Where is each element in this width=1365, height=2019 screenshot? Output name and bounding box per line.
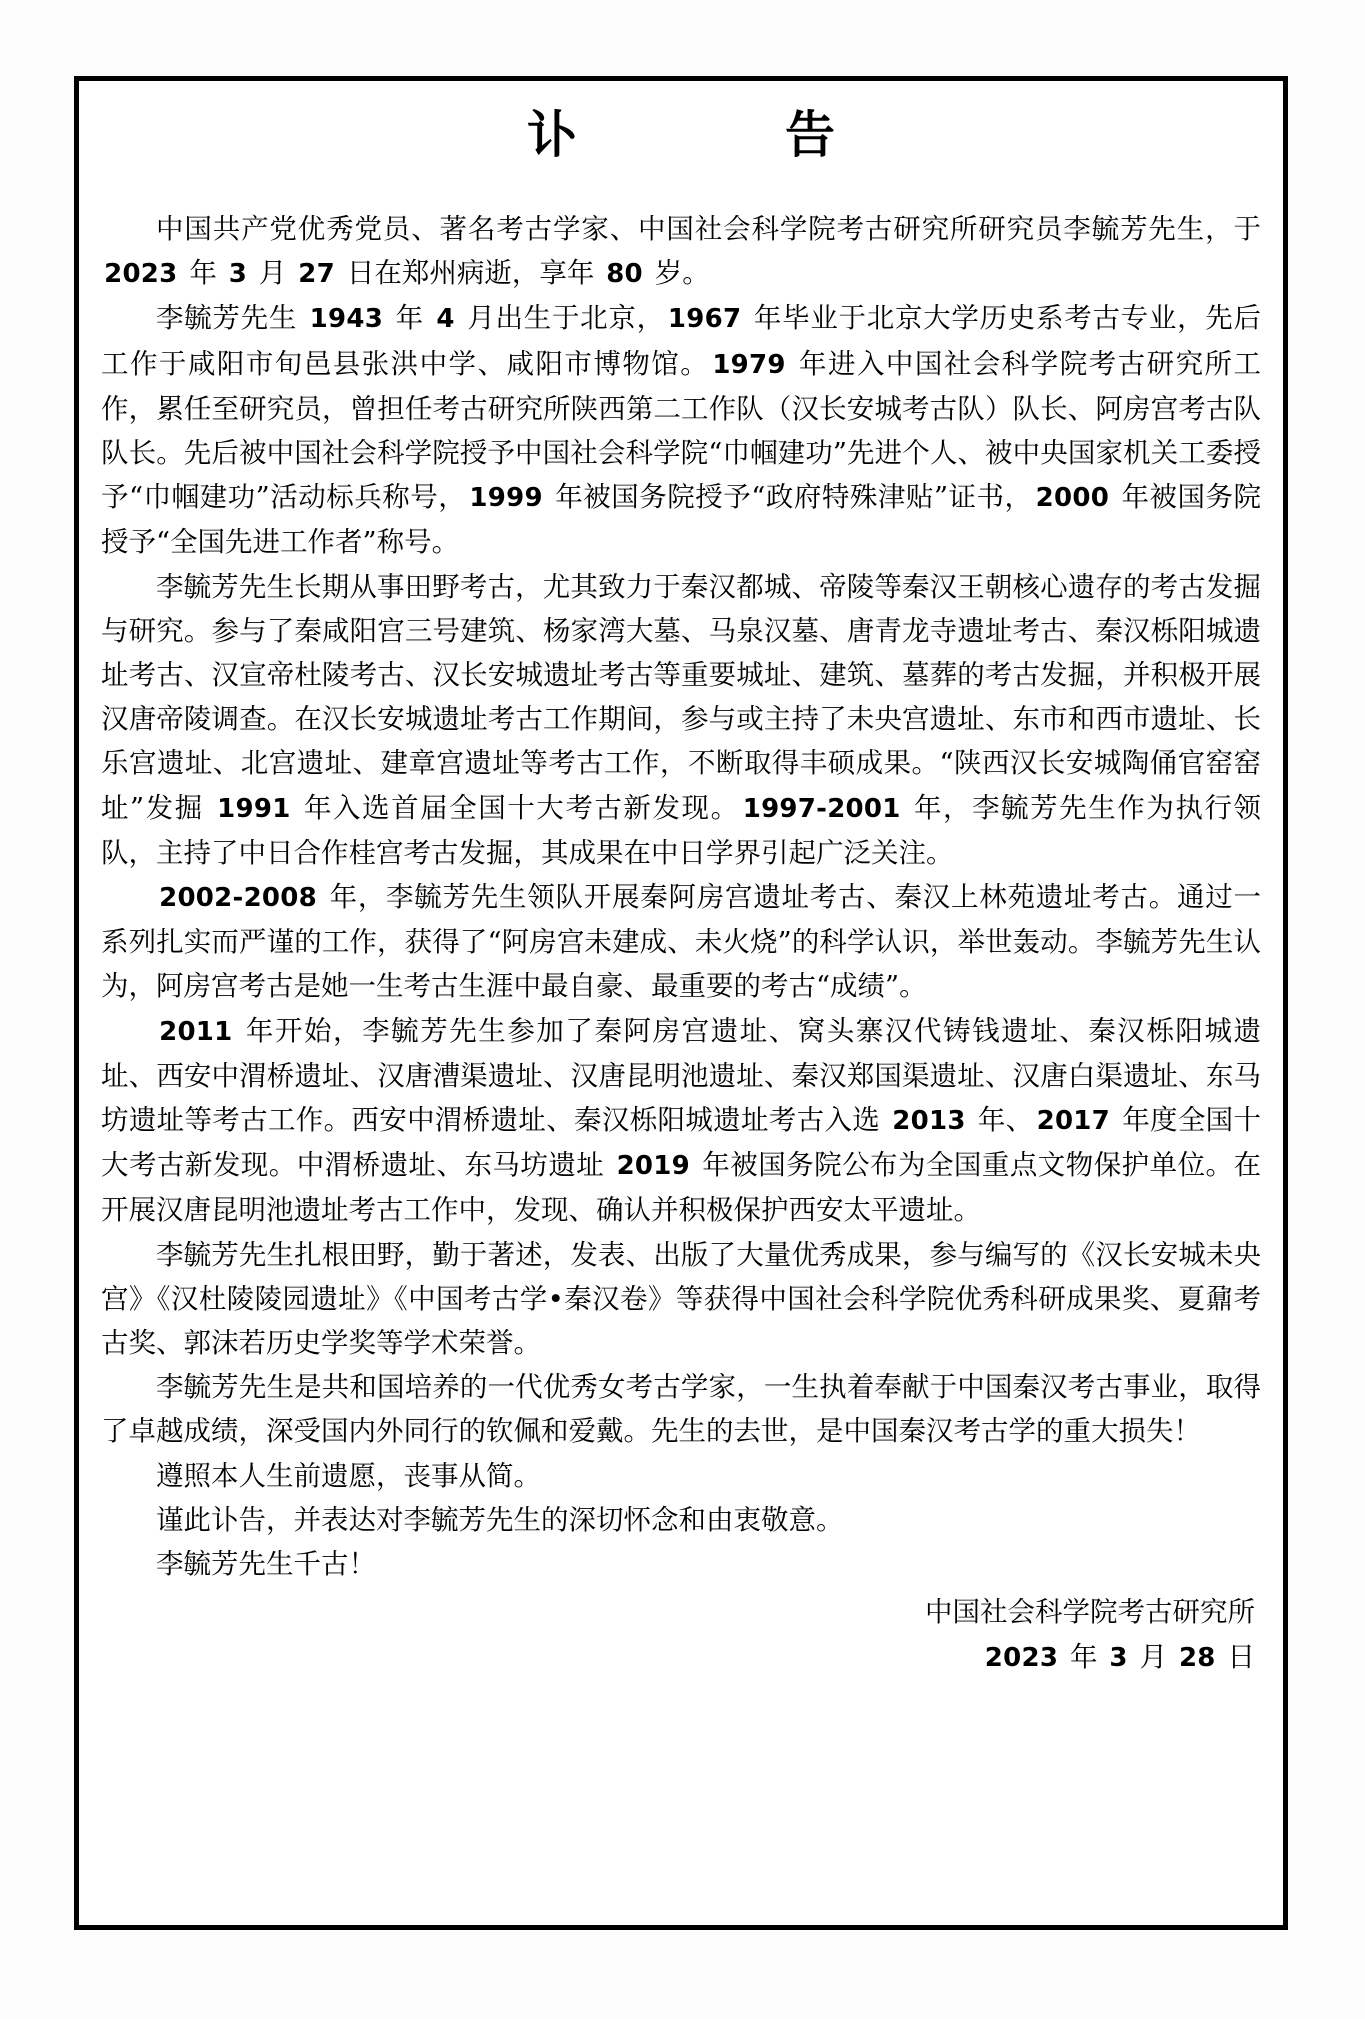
paragraph-7: 李毓芳先生是共和国培养的一代优秀女考古学家，一生执着奉献于中国秦汉考古事业，取得了卓越成绩，深受国内外同行的钦佩和爱戴。先生的去世，是中国秦汉考古学的重大损失！ [101,1371,1261,1448]
numeric-value: 1997-2001 [742,793,901,824]
numeric-value: 80 [606,259,643,290]
numeric-value: 2017 [1036,1106,1111,1137]
numeric-value: 3 [228,259,248,290]
numeric-value: 3 [1109,1642,1128,1673]
numeric-value: 4 [436,304,455,335]
obituary-body [101,207,1261,1586]
numeric-value: 2011 [159,1016,233,1047]
numeric-value: 28 [1178,1642,1216,1673]
numeric-value: 1999 [469,483,543,514]
paragraph-9: 谨此讣告，并表达对李毓芳先生的深切怀念和由衷敬意。 [156,1503,844,1536]
paragraph-3: 李毓芳先生长期从事田野考古，尤其致力于秦汉都城、帝陵等秦汉王朝核心遗存的考古发掘与研究。参与了秦咸阳宫三号建筑、杨家湾大墓、马泉汉墓、唐青龙寺遗址考古、秦汉栎阳城遗址考古、汉宣帝杜陵考古、汉长安城遗址考古等重要城址、建筑、墓葬的考古发掘，并积极开展汉唐帝陵调查。在汉长安城遗址考古工作期间，参与或主持了未央宫遗址、东市和西市遗址、长乐宫遗址、北宫遗址、建章宫遗址等考古工作，不断取得丰硕成果。“陕西汉长安城陶俑官窑窑址”发掘 1991 年入选首届全国十大考古新发现。 1997-2001 年，李毓芳先生作为执行领队，主持了中日合作桂宫考古发掘，其成果在中日学界引起广泛关注。 [101,570,1261,869]
numeric-value: 2002-2008 [159,883,317,914]
paragraph-1: 中国共产党优秀党员、著名考古学家、中国社会科学院考古研究所研究员李毓芳先生，于 2023 年 3 月 27 日在郑州病逝，享年 80 岁。 [101,207,1261,296]
numeric-value: 1991 [217,793,291,824]
numeric-value: 27 [298,259,335,290]
numeric-value: 2013 [892,1106,966,1137]
page-title: 讣 告 [527,105,871,164]
signature-block [101,1590,1261,1679]
paragraph-10: 李毓芳先生千古！ [156,1548,376,1581]
paragraph-8: 遵照本人生前遗愿，丧事从简。 [156,1459,541,1492]
signature-organization: 中国社会科学院考古研究所 [925,1596,1255,1629]
paragraph-4: 2002-2008 年，李毓芳先生领队开展秦阿房宫遗址考古、秦汉上林苑遗址考古。通过一系列扎实而严谨的工作，获得了“阿房宫未建成、未火烧”的科学认识，举世轰动。李毓芳先生认为，阿房宫考古是她一生考古生涯中最自豪、最重要的考古“成绩”。 [101,881,1261,1003]
numeric-value: 2019 [616,1151,690,1182]
numeric-value: 1967 [667,304,742,335]
paragraph-2: 李毓芳先生 1943 年 4 月出生于北京， 1967 年毕业于北京大学历史系考古专业，先后工作于咸阳市旬邑县张洪中学、咸阳市博物馆。 1979 年进入中国社会科学院考古研究所工作，累任至研究员，曾担任考古研究所陕西第二工作队（汉长安城考古队）队长、阿房宫考古队队长。先后被中国社会科学院授予中国社会科学院“巾帼建功”先进个人、被中央国家机关工委授予“巾帼建功”活动标兵称号， 1999 年被国务院授予“政府特殊津贴”证书， 2000 年被国务院授予“全国先进工作者”称号。 [101,302,1262,559]
page-inner-content [79,81,1283,1925]
document-page [74,76,1288,1930]
paragraph-5: 2011 年开始，李毓芳先生参加了秦阿房宫遗址、窝头寨汉代铸钱遗址、秦汉栎阳城遗址、西安中渭桥遗址、汉唐漕渠遗址、汉唐昆明池遗址、秦汉郑国渠遗址、汉唐白渠遗址、东马坊遗址等考古工作。西安中渭桥遗址、秦汉栎阳城遗址考古入选 2013 年、 2017 年度全国十大考古新发现。中渭桥遗址、东马坊遗址 2019 年被国务院公布为全国重点文物保护单位。在开展汉唐昆明池遗址考古工作中，发现、确认并积极保护西安太平遗址。 [101,1014,1261,1227]
numeric-value: 1979 [712,349,786,380]
numeric-value: 2023 [984,1642,1059,1673]
numeric-value: 2023 [104,259,178,290]
numeric-value: 2000 [1035,483,1110,514]
paragraph-6: 李毓芳先生扎根田野，勤于著述，发表、出版了大量优秀成果，参与编写的《汉长安城未央宫》《汉杜陵陵园遗址》《中国考古学•秦汉卷》等获得中国社会科学院优秀科研成果奖、夏鼐考古奖、郭沫若历史学奖等学术荣誉。 [101,1238,1261,1360]
signature-date: 2023 年 3 月 28 日 [101,1635,1261,1680]
numeric-value: 1943 [309,304,384,335]
